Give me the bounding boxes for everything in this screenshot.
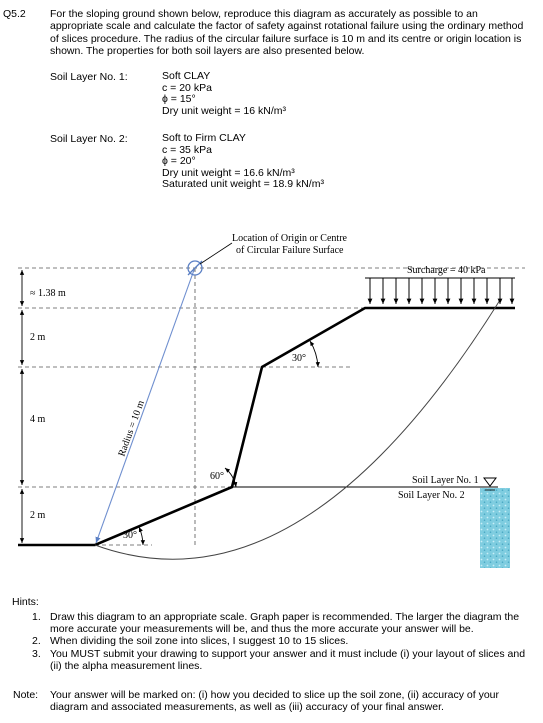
surcharge-label: Surcharge = 40 kPa xyxy=(407,265,486,276)
angle-top-label: 30° xyxy=(292,353,306,364)
origin-leader-line xyxy=(200,243,232,264)
question-text: For the sloping ground shown below, reproduce this diagram as accurately as possible to an appropriate scale and calculate the factor of safety against rotational failure using the ordinary method of slices procedure. The radius of the circular failure surface is 10 m and its centre or origin location is shown. The properties for both soil layers are also presented below. xyxy=(50,8,524,57)
soil-layer-2-friction-angle: ϕ = 20° xyxy=(162,155,196,168)
note-text: Your answer will be marked on: (i) how you decided to slice up the soil zone, (ii) accuracy of your diagram and associated measurements, as well as (iii) accuracy of your final answer. xyxy=(50,689,499,714)
hints-title: Hints: xyxy=(12,596,39,608)
dim-lower-label: 2 m xyxy=(30,510,46,521)
origin-centre-icon xyxy=(188,261,202,275)
soil-layer-2-type: Soft to Firm CLAY xyxy=(162,132,246,144)
hint-number: 1. xyxy=(32,611,41,623)
soil-layer-1-type: Soft CLAY xyxy=(162,70,211,82)
soil-layer-2-label: Soil Layer No. 2: xyxy=(50,133,128,145)
hint-item xyxy=(32,648,532,672)
angle-arc-top xyxy=(310,341,318,367)
soil-layer-2-saturated-unit-weight: Saturated unit weight = 18.9 kN/m³ xyxy=(162,178,324,191)
soil-layer-1-cohesion: c = 20 kPa xyxy=(162,81,212,94)
hint-text: Draw this diagram to an appropriate scale. Graph paper is recommended. The larger the diagram the more accurate your measurements will be, and thus the more accurate your answer will be. xyxy=(50,611,520,636)
note-label: Note: xyxy=(13,689,39,701)
hint-text: When dividing the soil zone into slices, I suggest 10 to 15 slices. xyxy=(50,635,349,648)
soil-layer-2-cohesion: c = 35 kPa xyxy=(162,143,212,156)
hint-item xyxy=(32,635,532,647)
hint-item xyxy=(32,611,532,635)
hint-number: 3. xyxy=(32,647,41,660)
layer-2-label: Soil Layer No. 2 xyxy=(398,490,465,501)
water-zone xyxy=(480,488,510,568)
angle-arc-bottom xyxy=(139,527,143,545)
soil-layer-1-label: Soil Layer No. 1: xyxy=(50,71,128,83)
soil-layer-2-dry-unit-weight: Dry unit weight = 16.6 kN/m³ xyxy=(162,166,295,179)
dim-top-label: ≈ 1.38 m xyxy=(30,288,66,299)
dim-upper-label: 2 m xyxy=(30,332,46,343)
angle-bottom-label: 30° xyxy=(123,530,137,541)
origin-label-1: Location of Origin or Centre xyxy=(232,233,347,244)
angle-middle-label: 60° xyxy=(210,471,224,482)
hints-list xyxy=(32,611,532,672)
layer-1-label: Soil Layer No. 1 xyxy=(412,475,479,486)
dim-middle-label: 4 m xyxy=(30,414,46,425)
surcharge-arrows xyxy=(370,278,512,304)
soil-layer-1-unit-weight: Dry unit weight = 16 kN/m³ xyxy=(162,104,287,117)
question-number: Q5.2 xyxy=(3,8,26,20)
origin-label-2: of Circular Failure Surface xyxy=(236,245,344,256)
hint-number: 2. xyxy=(32,635,41,648)
slope-profile xyxy=(18,308,515,545)
radius-label: Radius = 10 m xyxy=(116,399,147,459)
hint-text: You MUST submit your drawing to support your answer and it must include (i) your layout of slices and (ii) the alpha measurement lines. xyxy=(50,647,526,672)
soil-layer-1-friction-angle: ϕ = 15° xyxy=(162,93,196,106)
